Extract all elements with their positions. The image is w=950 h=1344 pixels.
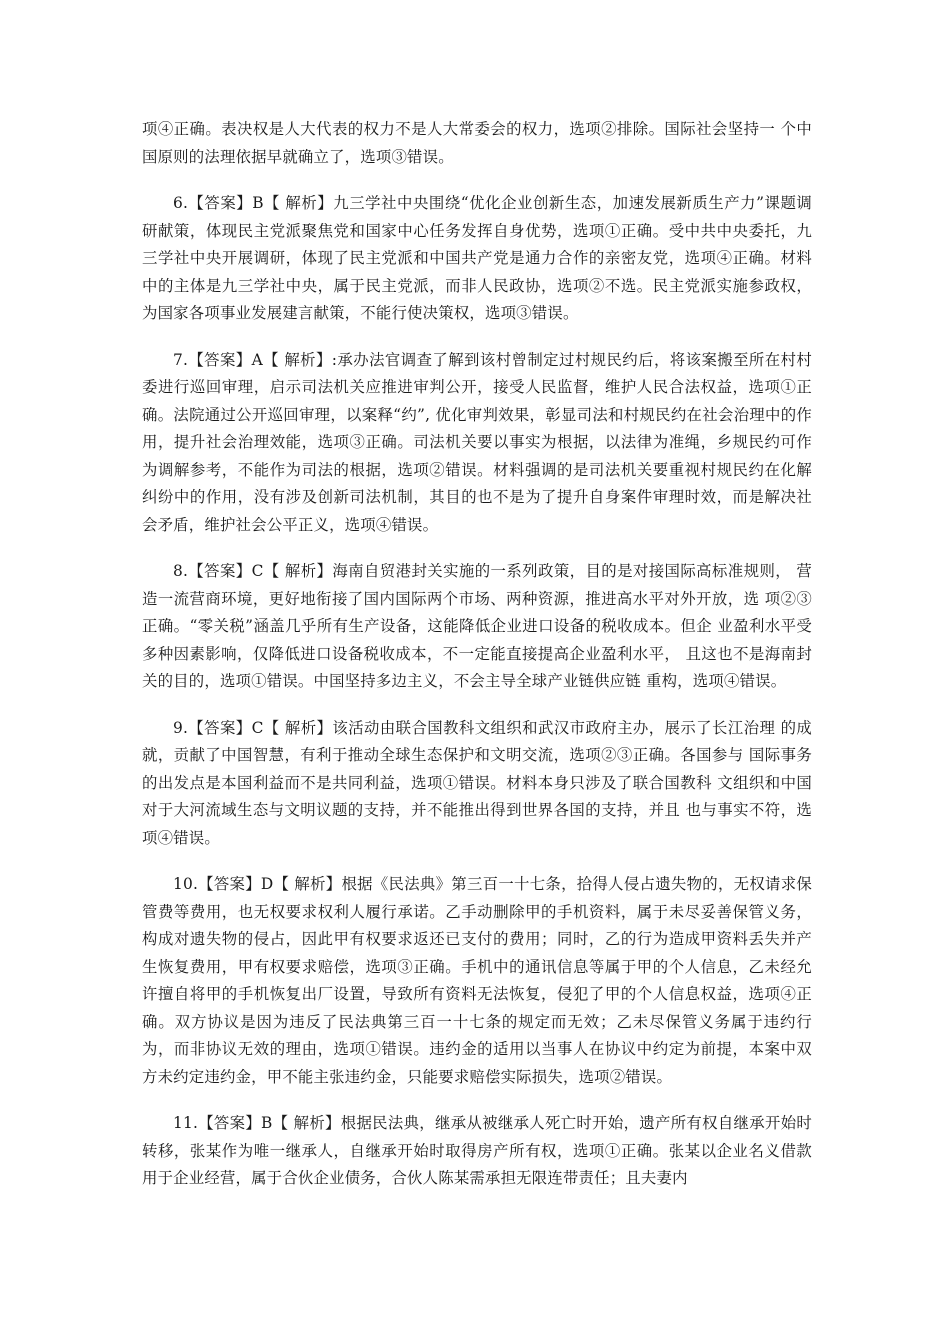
paragraph-q7-answer bbox=[142, 347, 812, 540]
paragraph-text: 6.【答案】B【 解析】九三学社中央围绕“优化企业创新生态，加速发展新质生产力”课题调研献策，体现民主党派聚焦党和国家中心任务发挥自身优势，选项①正确。受中共中央委托，九三学社中央开展调研，体现了民主党派和中国共产党是通力合作的亲密友党，选项④正确。材料中的主体是九三学社中央，属于民主党派，而非人民政协，选项②不选。民主党派实施参政权，为国家各项事业发展建言献策，不能行使决策权，选项③错误。 bbox=[142, 194, 812, 322]
paragraph-text: 10.【答案】D【 解析】根据《民法典》第三百一十七条，拾得人侵占遗失物的，无权请求保管费等费用，也无权要求权利人履行承诺。乙手动删除甲的手机资料，属于未尽妥善保管义务，构成对遗失物的侵占，因此甲有权要求返还已支付的费用；同时，乙的行为造成甲资料丢失并产生恢复费用，甲有权要求赔偿，选项③正确。手机中的通讯信息等属于甲的个人信息，乙未经允许擅自将甲的手机恢复出厂设置，导致所有资料无法恢复，侵犯了甲的个人信息权益，选项④正确。双方协议是因为违反了民法典第三百一十七条的规定而无效；乙未尽保管义务属于违约行为，而非协议无效的理由，选项①错误。违约金的适用以当事人在协议中约定为前提，本案中双方未约定违约金，甲不能主张违约金，只能要求赔偿实际损失，选项②错误。 bbox=[142, 875, 812, 1086]
paragraph-text: 7.【答案】A【 解析】:承办法官调查了解到该村曾制定过村规民约后，将该案搬至所在村村委进行巡回审理，启示司法机关应推进审判公开，接受人民监督，维护人民合法权益，选项①正确。法院通过公开巡回审理，以案释“约”, 优化审判效果，彰显司法和村规民约在社会治理中的作用，提升社会治理效能，选项③正确。司法机关要以事实为根据，以法律为准绳，乡规民约可作为调解参考，不能作为司法的根据，选项②错误。材料强调的是司法机关要重视村规民约在化解纠纷中的作用，没有涉及创新司法机制，其目的也不是为了提升自身案件审理时效，而是解决社会矛盾，维护社会公平正义，选项④错误。 bbox=[142, 350, 812, 534]
paragraph-q6-answer bbox=[142, 190, 812, 328]
paragraph-q11-answer bbox=[142, 1110, 812, 1193]
paragraph-text: 8.【答案】C【 解析】海南自贸港封关实施的一系列政策，目的是对接国际高标准规则， 营造一流营商环境，更好地衔接了国内国际两个市场、两种资源，推进高水平对外开放，选 项②③正确。“零关税”涵盖几乎所有生产设备，这能降低企业进口设备的税收成本。但企 业盈利水平受多种因素影响，仅降低进口设备税收成本，不一定能直接提高企业盈利水平， 且这也不是海南封关的目的，选项①错误。中国坚持多边主义，不会主导全球产业链供应链 重构，选项④错误。 bbox=[142, 562, 812, 690]
paragraph-q10-answer bbox=[142, 871, 812, 1091]
paragraph-text: 9.【答案】C【 解析】该活动由联合国教科文组织和武汉市政府主办，展示了长江治理 的成就，贡献了中国智慧，有利于推动全球生态保护和文明交流，选项②③正确。各国参与 国际事务的出发点是本国利益而不是共同利益，选项①错误。材料本身只涉及了联合国教科 文组织和中国对于大河流域生态与文明议题的支持，并不能推出得到世界各国的支持，并且 也与事实不符，选项④错误。 bbox=[142, 718, 812, 847]
paragraph-q8-answer bbox=[142, 558, 812, 696]
paragraph-text: 11.【答案】B【 解析】根据民法典，继承从被继承人死亡时开始，遗产所有权自继承开始时转移，张某作为唯一继承人，自继承开始时取得房产所有权，选项①正确。张某以企业名义借款用于企业经营，属于合伙企业债务，合伙人陈某需承担无限连带责任；且夫妻内 bbox=[142, 1114, 812, 1187]
paragraph-q5-continuation bbox=[142, 116, 812, 171]
paragraph-text: 项④正确。表决权是人大代表的权力不是人大常委会的权力，选项②排除。国际社会坚持一 个中国原则的法理依据早就确立了，选项③错误。 bbox=[142, 120, 812, 166]
paragraph-q9-answer bbox=[142, 715, 812, 853]
